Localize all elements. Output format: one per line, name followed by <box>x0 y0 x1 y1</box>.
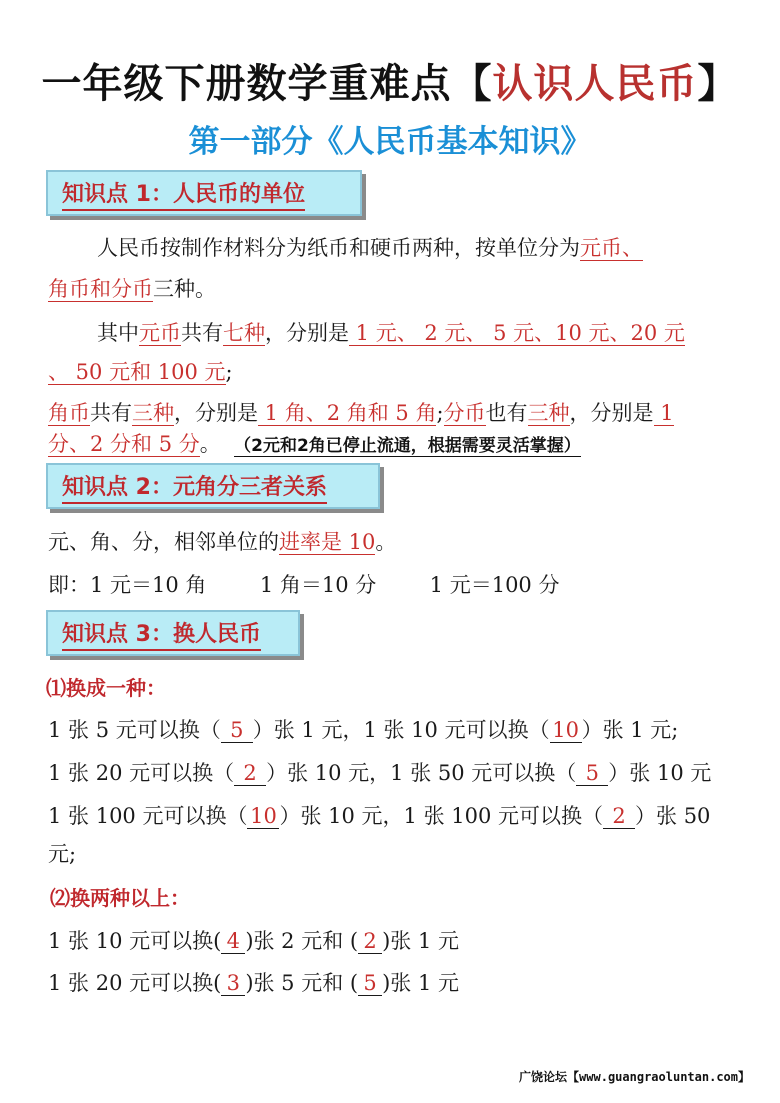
title-main: 一年级下册数学重难点【 <box>41 61 493 107</box>
kp1-highlight: 三种 <box>132 401 174 425</box>
kp1-text: ; <box>225 360 233 384</box>
answer-blank: 5 <box>221 718 253 743</box>
row-text: 1 张 20 元可以换（ <box>48 761 235 785</box>
exchange-row-3-cont: 元; <box>48 842 77 866</box>
footer-source: 广饶论坛【www.guangraoluntan.com】 <box>519 1070 750 1084</box>
kp3-header <box>46 610 300 656</box>
exchange-row-2 <box>48 757 711 787</box>
kp3-label: 知识点 3：换人民币 <box>62 622 261 651</box>
row-text: )张 1 元 <box>382 929 459 953</box>
kp1-text: ，分别是 <box>265 321 349 345</box>
kp1-label: 知识点 1：人民币的单位 <box>62 182 305 211</box>
kp1-text: 也有 <box>485 401 528 425</box>
kp1-highlight: 角币 <box>48 401 90 425</box>
kp1-highlight: 角币和分币 <box>48 277 153 301</box>
row-text: ）张 10 元，1 张 50 元可以换（ <box>266 761 577 785</box>
kp2-header <box>46 463 380 509</box>
kp1-highlight: 分、2 分和 5 分 <box>48 432 200 456</box>
page-subtitle: 第一部分《人民币基本知识》 <box>188 124 592 160</box>
kp1-text: ，分别是 <box>174 401 258 425</box>
row-text: )张 2 元和 ( <box>245 929 359 953</box>
kp1-para1-line2 <box>48 273 216 303</box>
answer-blank: 10 <box>247 804 279 829</box>
row-text: )张 5 元和 ( <box>245 971 359 995</box>
kp1-highlight: 1 角、2 角和 5 角 <box>258 401 437 425</box>
kp2-label: 知识点 2：元角分三者关系 <box>62 475 327 504</box>
row-text: ）张 10 元 <box>608 761 712 785</box>
kp1-text: 三种。 <box>153 277 216 301</box>
kp1-para1-line1 <box>97 232 643 262</box>
kp1-highlight: 元币 <box>139 321 181 345</box>
kp1-para2-line1 <box>97 317 685 347</box>
kp1-highlight: 1 <box>653 401 674 425</box>
answer-blank: 5 <box>358 971 382 996</box>
kp1-highlight: 分币 <box>443 401 486 425</box>
answer-blank: 2 <box>603 804 635 829</box>
kp1-header <box>46 170 362 216</box>
kp2-line2: 即：1 元＝10 角 1 角＝10 分 1 元＝100 分 <box>48 573 560 597</box>
kp1-text: ，分别是 <box>569 401 654 425</box>
kp2-line1 <box>48 526 396 556</box>
kp1-para3-line1 <box>48 397 674 427</box>
kp1-text: 其中 <box>97 321 139 345</box>
kp1-highlight: 1 元、 2 元、 5 元、10 元、20 元 <box>349 321 685 345</box>
title-highlight: 认识人民币 <box>492 61 698 107</box>
kp1-highlight: 三种 <box>527 401 570 425</box>
kp1-text: 。 <box>199 432 221 456</box>
kp1-text: 共有 <box>181 321 223 345</box>
answer-blank: 2 <box>234 761 266 786</box>
exchange-row-4 <box>48 925 459 955</box>
title-end: 】 <box>697 61 739 107</box>
answer-blank: 5 <box>576 761 608 786</box>
kp1-text: 人民币按制作材料分为纸币和硬币两种，按单位分为 <box>97 236 580 260</box>
row-text: ）张 10 元，1 张 100 元可以换（ <box>279 804 604 828</box>
kp3-subheading-2: ⑵换两种以上： <box>50 886 190 910</box>
answer-blank: 10 <box>550 718 582 743</box>
page-title <box>0 52 780 109</box>
exchange-row-3 <box>48 800 710 830</box>
kp1-highlight: 元币、 <box>580 236 643 260</box>
kp1-note: （2元和2角已停止流通，根据需要灵活掌握） <box>234 436 581 456</box>
exchange-row-1 <box>48 714 678 744</box>
row-text: ）张 50 <box>635 804 711 828</box>
row-text: ）张 1 元，1 张 10 元可以换（ <box>252 718 550 742</box>
row-text: )张 1 元 <box>382 971 459 995</box>
row-text: 1 张 10 元可以换( <box>48 929 222 953</box>
kp1-highlight: 、 50 元和 100 元 <box>48 360 226 384</box>
kp2-text: 元、角、分，相邻单位的 <box>48 530 279 554</box>
kp2-highlight: 进率是 10 <box>279 530 376 554</box>
row-text: 1 张 5 元可以换（ <box>48 718 221 742</box>
kp3-subheading-1: ⑴换成一种： <box>46 676 166 700</box>
kp2-text: 。 <box>375 530 397 554</box>
exchange-row-5 <box>48 967 459 997</box>
answer-blank: 2 <box>358 929 382 954</box>
answer-blank: 4 <box>221 929 245 954</box>
kp1-para2-line2 <box>48 356 233 386</box>
row-text: 1 张 100 元可以换（ <box>48 804 248 828</box>
answer-blank: 3 <box>221 971 245 996</box>
kp1-text: 共有 <box>90 401 132 425</box>
kp1-highlight: 七种 <box>223 321 265 345</box>
kp1-text: ; <box>436 401 444 425</box>
kp1-para3-line2 <box>48 428 581 458</box>
row-text: ）张 1 元; <box>581 718 679 742</box>
row-text: 1 张 20 元可以换( <box>48 971 222 995</box>
